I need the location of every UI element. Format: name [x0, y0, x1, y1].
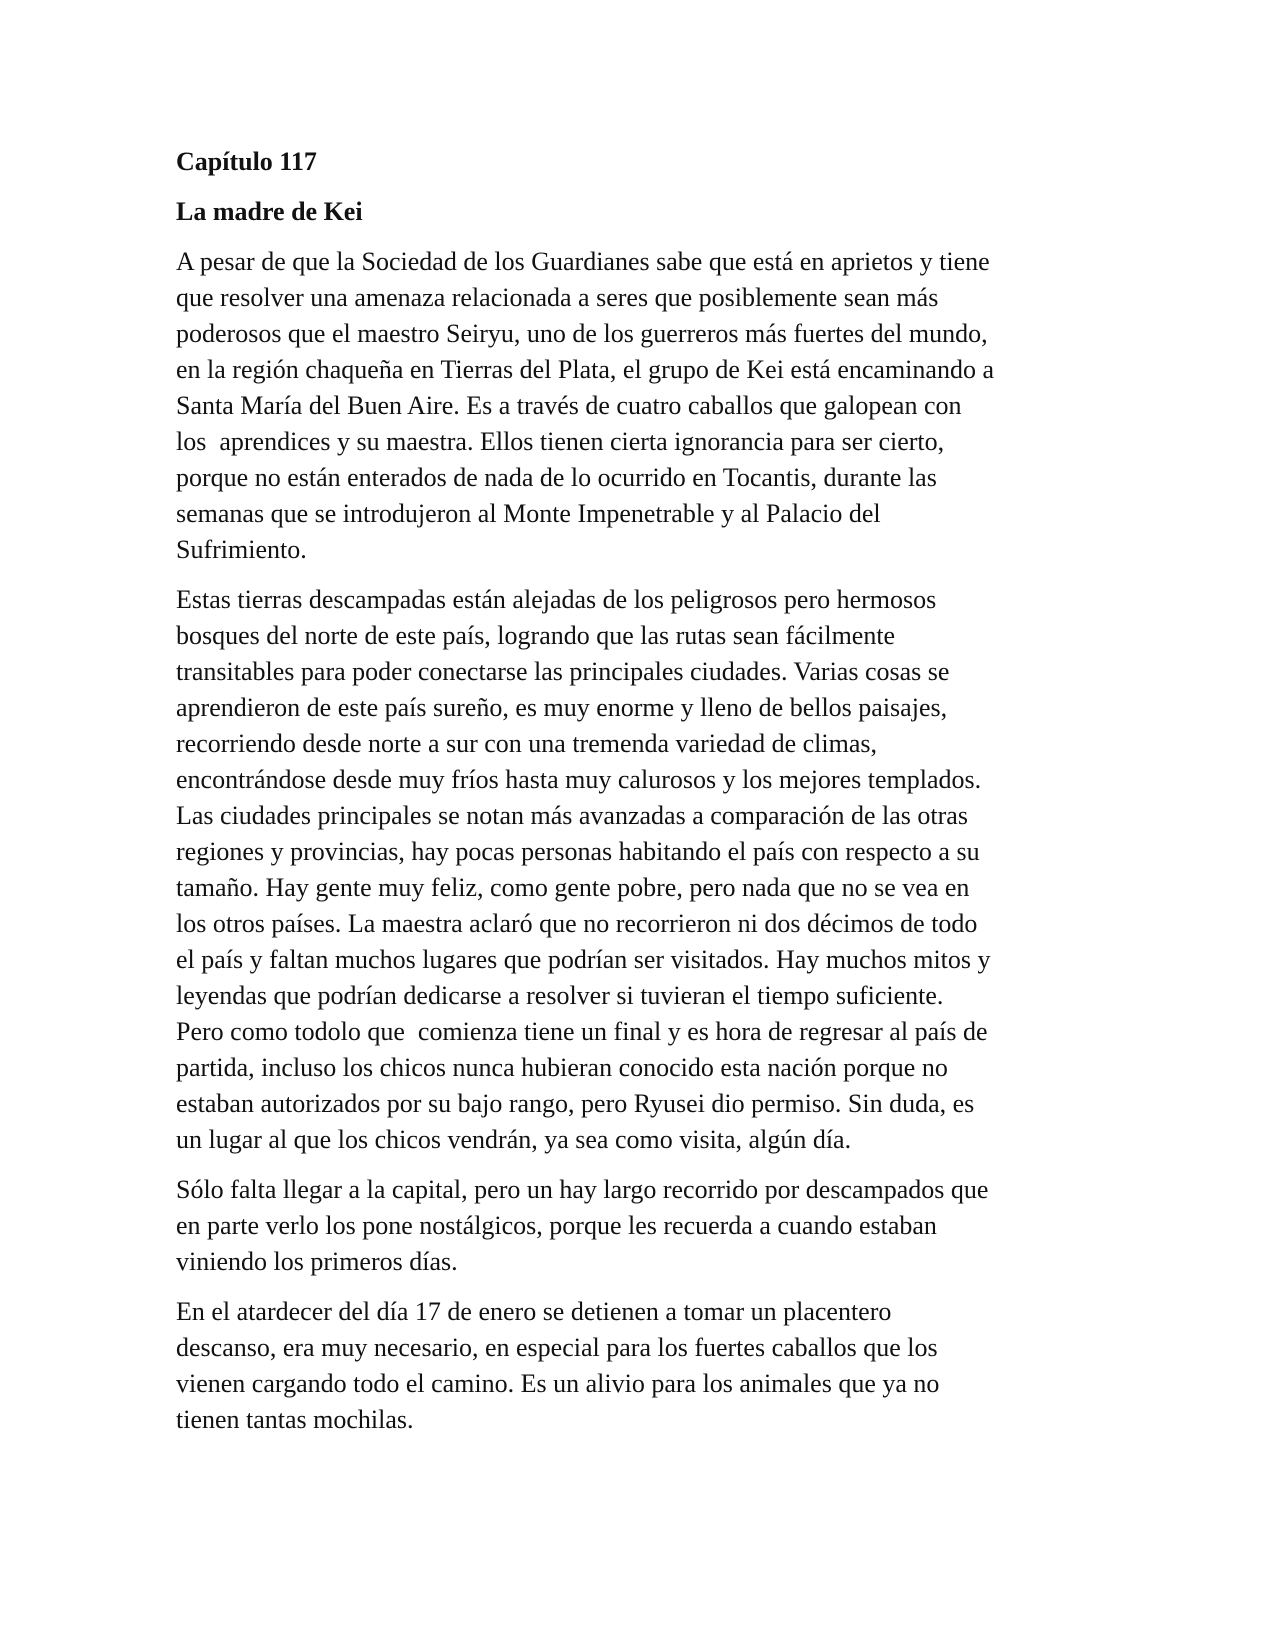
text-line: tienen tantas mochilas. — [176, 1405, 414, 1434]
text-line: que resolver una amenaza relacionada a seres que posiblemente sean más — [176, 283, 939, 312]
text-line: Sólo falta llegar a la capital, pero un hay largo recorrido por descampados que — [176, 1175, 989, 1204]
text-line: semanas que se introdujeron al Monte Impenetrable y al Palacio del — [176, 499, 881, 528]
text-line: estaban autorizados por su bajo rango, pero Ryusei dio permiso. Sin duda, es — [176, 1089, 975, 1118]
chapter-title: La madre de Kei — [176, 197, 363, 226]
paragraph-4 — [176, 1294, 1101, 1438]
text-line: Pero como todolo que comienza tiene un final y es hora de regresar al país de — [176, 1017, 988, 1046]
text-line: transitables para poder conectarse las principales ciudades. Varias cosas se — [176, 657, 950, 686]
paragraph-3 — [176, 1172, 1101, 1280]
text-line: partida, incluso los chicos nunca hubieran conocido esta nación porque no — [176, 1053, 948, 1082]
text-line: vienen cargando todo el camino. Es un alivio para los animales que ya no — [176, 1369, 940, 1398]
text-line: encontrándose desde muy fríos hasta muy calurosos y los mejores templados. — [176, 765, 982, 794]
text-line: aprendieron de este país sureño, es muy enorme y lleno de bellos paisajes, — [176, 693, 948, 722]
text-line: En el atardecer del día 17 de enero se detienen a tomar un placentero — [176, 1297, 892, 1326]
text-line: Estas tierras descampadas están alejadas de los peligrosos pero hermosos — [176, 585, 937, 614]
page-content — [176, 144, 1101, 1452]
text-line: en parte verlo los pone nostálgicos, porque les recuerda a cuando estaban — [176, 1211, 937, 1240]
text-line: Las ciudades principales se notan más avanzadas a comparación de las otras — [176, 801, 968, 830]
text-line: en la región chaqueña en Tierras del Plata, el grupo de Kei está encaminando a — [176, 355, 994, 384]
text-line: regiones y provincias, hay pocas personas habitando el país con respecto a su — [176, 837, 980, 866]
text-line: un lugar al que los chicos vendrán, ya sea como visita, algún día. — [176, 1125, 852, 1154]
text-line: leyendas que podrían dedicarse a resolver si tuvieran el tiempo suficiente. — [176, 981, 944, 1010]
text-line: poderosos que el maestro Seiryu, uno de los guerreros más fuertes del mundo, — [176, 319, 988, 348]
text-line: tamaño. Hay gente muy feliz, como gente pobre, pero nada que no se vea en — [176, 873, 970, 902]
text-line: descanso, era muy necesario, en especial para los fuertes caballos que los — [176, 1333, 938, 1362]
text-line: el país y faltan muchos lugares que podrían ser visitados. Hay muchos mitos y — [176, 945, 991, 974]
text-line: Sufrimiento. — [176, 535, 307, 564]
text-line: los aprendices y su maestra. Ellos tienen cierta ignorancia para ser cierto, — [176, 427, 945, 456]
chapter-number: Capítulo 117 — [176, 147, 317, 176]
paragraph-1 — [176, 244, 1101, 568]
text-line: bosques del norte de este país, logrando que las rutas sean fácilmente — [176, 621, 896, 650]
text-line: porque no están enterados de nada de lo ocurrido en Tocantis, durante las — [176, 463, 937, 492]
text-line: los otros países. La maestra aclaró que no recorrieron ni dos décimos de todo — [176, 909, 978, 938]
text-line: viniendo los primeros días. — [176, 1247, 458, 1276]
text-line: A pesar de que la Sociedad de los Guardianes sabe que está en aprietos y tiene — [176, 247, 990, 276]
text-line: recorriendo desde norte a sur con una tremenda variedad de climas, — [176, 729, 877, 758]
paragraph-2 — [176, 582, 1101, 1158]
text-line: Santa María del Buen Aire. Es a través de cuatro caballos que galopean con — [176, 391, 962, 420]
